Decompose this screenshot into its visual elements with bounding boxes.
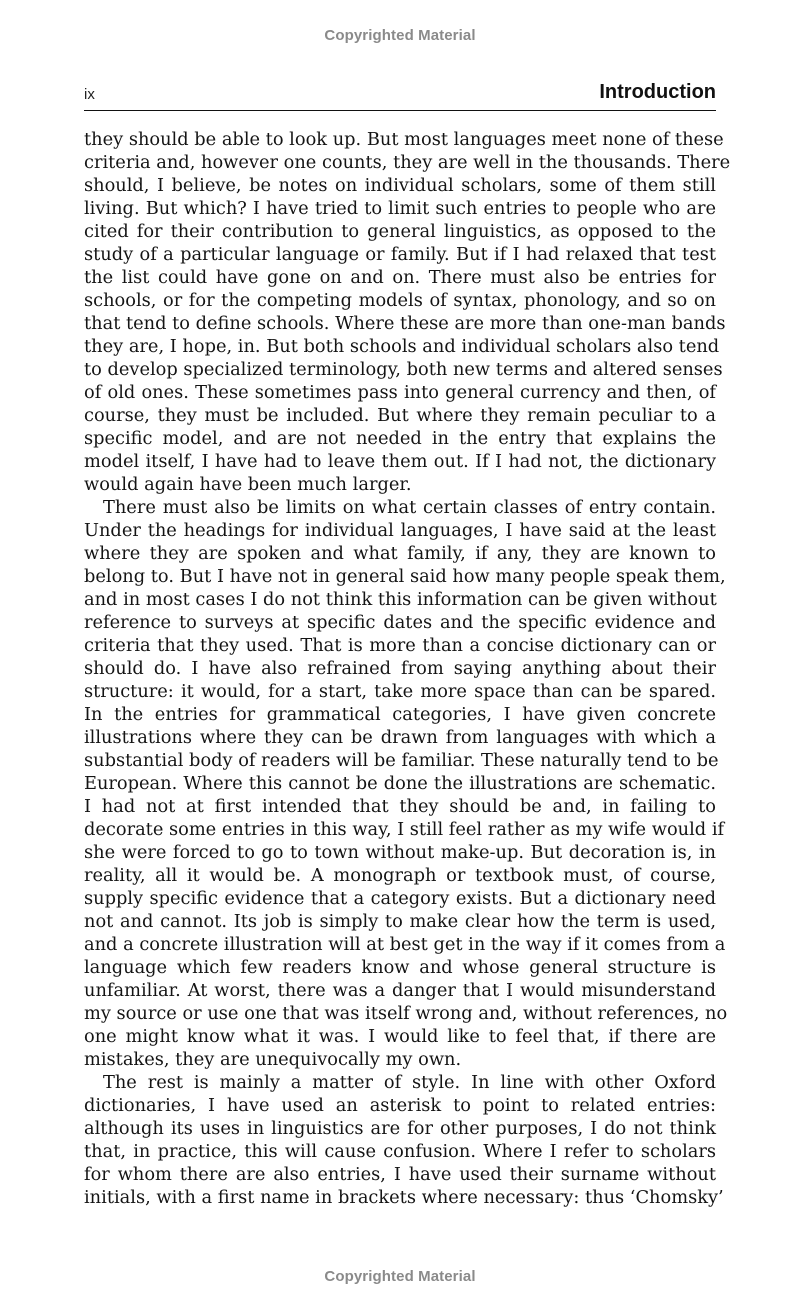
- text-line: schools, or for the competing models of syntax, phonology, and so on: [84, 290, 716, 311]
- text-line: In the entries for grammatical categories, I have given concrete: [84, 704, 716, 725]
- text-line: I had not at first intended that they should be and, in failing to: [84, 796, 716, 817]
- text-line: where they are spoken and what family, if any, they are known to: [84, 543, 716, 564]
- text-line: that, in practice, this will cause confusion. Where I refer to scholars: [84, 1141, 716, 1162]
- text-line: substantial body of readers will be familiar. These naturally tend to be: [84, 750, 719, 771]
- text-line: of old ones. These sometimes pass into general currency and then, of: [84, 382, 716, 403]
- text-line: reality, all it would be. A monograph or textbook must, of course,: [84, 865, 716, 886]
- text-line: she were forced to go to town without make-up. But decoration is, in: [84, 842, 716, 863]
- text-line: and a concrete illustration will at best get in the way if it comes from a: [84, 934, 726, 955]
- text-line: to develop specialized terminology, both new terms and altered senses: [84, 359, 723, 380]
- text-line: cited for their contribution to general linguistics, as opposed to the: [84, 221, 716, 242]
- text-line: although its uses in linguistics are for other purposes, I do not think: [84, 1118, 716, 1139]
- text-line: European. Where this cannot be done the illustrations are schematic.: [84, 773, 716, 794]
- text-line: unfamiliar. At worst, there was a danger that I would misunderstand: [84, 980, 716, 1001]
- text-line: and in most cases I do not think this information can be given without: [84, 589, 717, 610]
- text-line: one might know what it was. I would like to feel that, if there are: [84, 1026, 716, 1047]
- text-line: study of a particular language or family. But if I had relaxed that test: [84, 244, 716, 265]
- text-line: for whom there are also entries, I have used their surname without: [84, 1164, 716, 1185]
- text-line: dictionaries, I have used an asterisk to point to related entries:: [84, 1095, 716, 1116]
- text-line: belong to. But I have not in general said how many people speak them,: [84, 566, 726, 587]
- text-line: The rest is mainly a matter of style. In line with other Oxford: [103, 1072, 716, 1093]
- text-line: they are, I hope, in. But both schools and individual scholars also tend: [84, 336, 720, 357]
- text-line: criteria that they used. That is more than a concise dictionary can or: [84, 635, 716, 656]
- text-line: course, they must be included. But where they remain peculiar to a: [84, 405, 716, 426]
- body-text: [84, 128, 731, 1209]
- text-line: would again have been much larger.: [84, 474, 412, 495]
- text-line: living. But which? I have tried to limit such entries to people who are: [84, 198, 716, 219]
- text-line: decorate some entries in this way, I still feel rather as my wife would if: [84, 819, 725, 840]
- watermark-bottom: Copyrighted Material: [324, 1268, 476, 1285]
- text-line: my source or use one that was itself wrong and, without references, no: [84, 1003, 728, 1024]
- text-line: they should be able to look up. But most languages meet none of these: [84, 129, 724, 150]
- text-line: mistakes, they are unequivocally my own.: [84, 1049, 462, 1070]
- text-line: the list could have gone on and on. There must also be entries for: [84, 267, 716, 288]
- text-line: There must also be limits on what certain classes of entry contain.: [103, 497, 716, 518]
- text-line: criteria and, however one counts, they are well in the thousands. There: [84, 152, 731, 173]
- text-line: not and cannot. Its job is simply to make clear how the term is used,: [84, 911, 716, 932]
- text-line: initials, with a first name in brackets where necessary: thus ‘Chomsky’: [84, 1187, 724, 1208]
- running-head: [84, 78, 716, 111]
- page-number: ix: [84, 86, 95, 103]
- paragraph: [84, 128, 731, 496]
- text-line: that tend to define schools. Where these are more than one-man bands: [84, 313, 726, 334]
- text-line: supply specific evidence that a category exists. But a dictionary need: [84, 888, 716, 909]
- text-line: specific model, and are not needed in the entry that explains the: [84, 428, 716, 449]
- text-line: language which few readers know and whose general structure is: [84, 957, 716, 978]
- watermark-top: Copyrighted Material: [324, 27, 476, 44]
- text-line: reference to surveys at specific dates and the specific evidence and: [84, 612, 716, 633]
- text-line: model itself, I have had to leave them out. If I had not, the dictionary: [84, 451, 716, 472]
- text-line: should do. I have also refrained from saying anything about their: [84, 658, 716, 679]
- paragraph: [84, 496, 728, 1071]
- text-line: structure: it would, for a start, take more space than can be spared.: [84, 681, 716, 702]
- paragraph: [84, 1071, 724, 1209]
- text-line: should, I believe, be notes on individual scholars, some of them still: [84, 175, 716, 196]
- text-line: Under the headings for individual languages, I have said at the least: [84, 520, 716, 541]
- text-line: illustrations where they can be drawn from languages with which a: [84, 727, 716, 748]
- section-title: Introduction: [599, 81, 716, 103]
